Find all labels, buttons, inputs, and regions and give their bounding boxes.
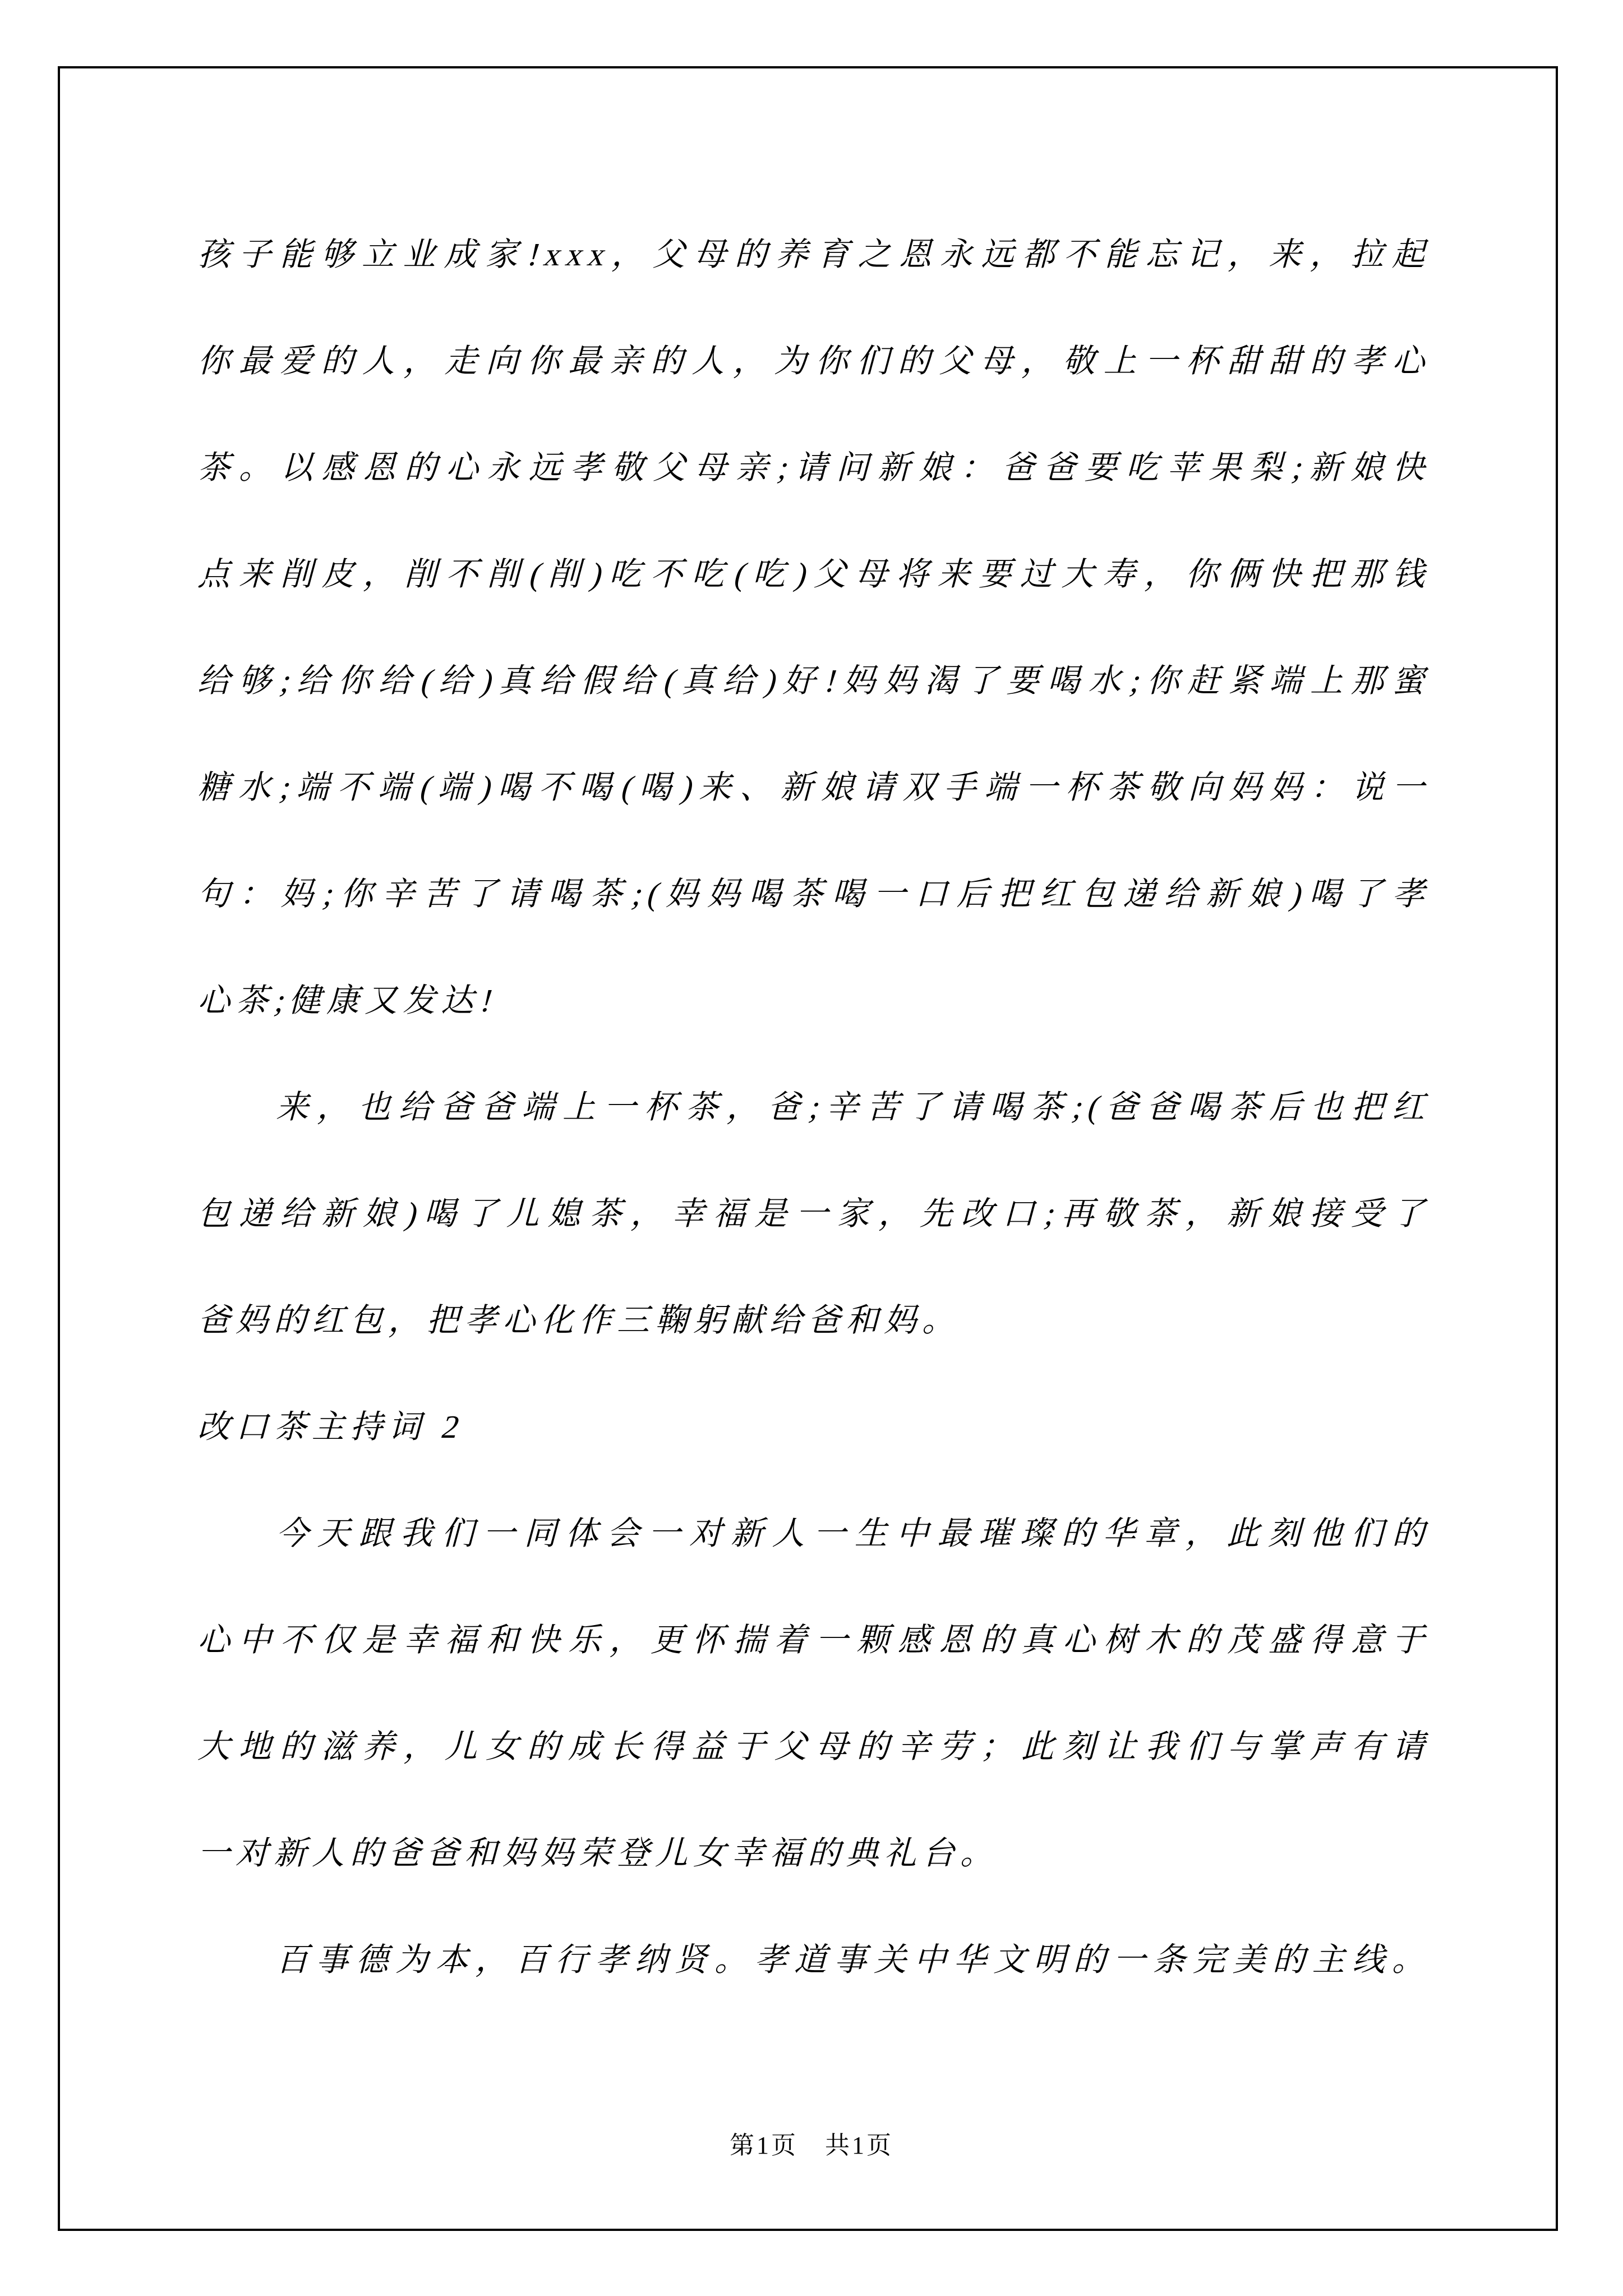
text-line: 爸妈的红包，把孝心化作三鞠躬献给爸和妈。 — [195, 1302, 968, 1338]
text-line: 大地的滋养，儿女的成长得益于父母的辛劳；此刻让我们与掌声有请 — [195, 1728, 1438, 1765]
text-line: 心茶;健康又发达! — [195, 982, 504, 1019]
text-line: 孩子能够立业成家!xxx，父母的养育之恩永远都不能忘记，来，拉起 — [195, 236, 1438, 273]
text-line: 今天跟我们一同体会一对新人一生中最璀璨的华章，此刻他们的 — [274, 1515, 1438, 1552]
text-line: 你最爱的人，走向你最亲的人，为你们的父母，敬上一杯甜甜的孝心 — [195, 343, 1438, 379]
text-line: 点来削皮，削不削(削)吃不吃(吃)父母将来要过大寿，你俩快把那钱 — [195, 556, 1438, 592]
body-text — [195, 201, 1438, 2013]
text-line: 糖水;端不端(端)喝不喝(喝)来、新娘请双手端一杯茶敬向妈妈：说一 — [195, 769, 1438, 806]
text-line: 心中不仅是幸福和快乐，更怀揣着一颗感恩的真心树木的茂盛得意于 — [195, 1622, 1438, 1658]
text-line: 来，也给爸爸端上一杯茶，爸;辛苦了请喝茶;(爸爸喝茶后也把红 — [274, 1089, 1438, 1125]
text-line: 改口茶主持词 2 — [195, 1409, 470, 1445]
text-line: 一对新人的爸爸和妈妈荣登儿女幸福的典礼台。 — [195, 1835, 1006, 1871]
text-line: 茶。以感恩的心永远孝敬父母亲;请问新娘：爸爸要吃苹果梨;新娘快 — [195, 449, 1438, 486]
text-line: 包递给新娘)喝了儿媳茶，幸福是一家，先改口;再敬茶，新娘接受了 — [195, 1195, 1438, 1232]
text-line: 给够;给你给(给)真给假给(真给)好!妈妈渴了要喝水;你赶紧端上那蜜 — [195, 662, 1438, 699]
page-footer: 第1页 共1页 — [730, 2132, 893, 2159]
text-line: 句：妈;你辛苦了请喝茶;(妈妈喝茶喝一口后把红包递给新娘)喝了孝 — [195, 876, 1438, 912]
text-line: 百事德为本，百行孝纳贤。孝道事关中华文明的一条完美的主线。 — [274, 1941, 1438, 1978]
